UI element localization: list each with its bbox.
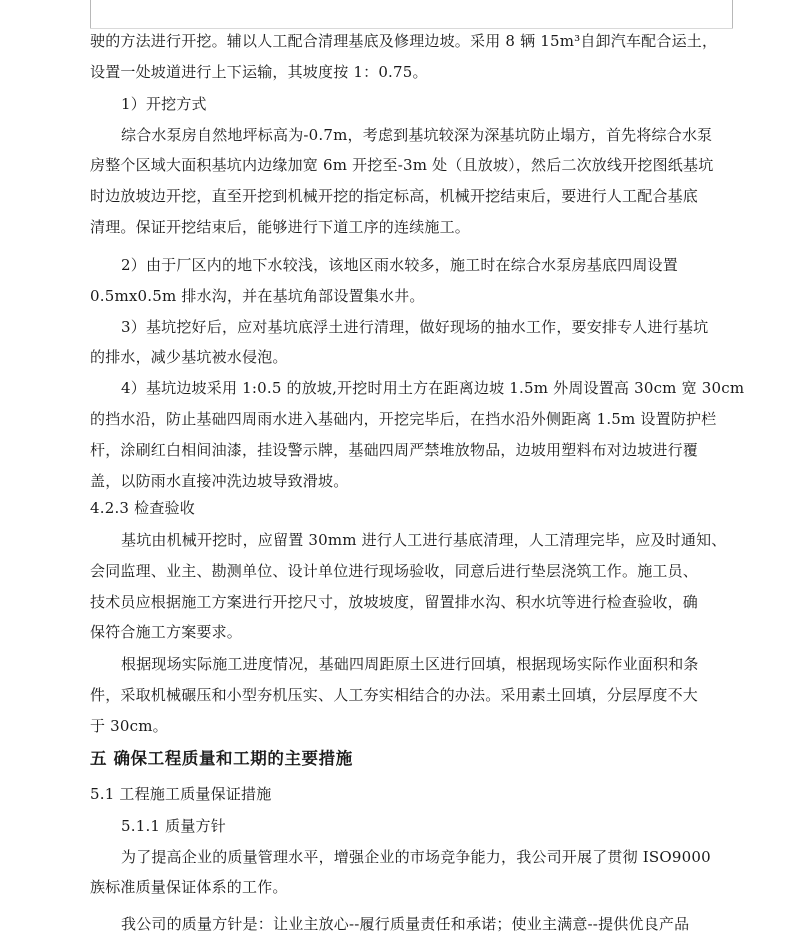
subheading: 1）开挖方式 bbox=[121, 95, 207, 113]
text-line: 清理。保证开挖结束后，能够进行下道工序的连续施工。 bbox=[90, 218, 471, 236]
text-line: 保符合施工方案要求。 bbox=[90, 623, 243, 641]
text-line: 根据现场实际施工进度情况，基础四周距原土区进行回填，根据现场实际作业面积和条 bbox=[121, 655, 699, 673]
text-line: 房整个区域大面积基坑内边缘加宽 6m 开挖至-3m 处（且放坡），然后二次放线开挖图纸基坑 bbox=[90, 156, 714, 174]
text-line: 综合水泵房自然地坪标高为-0.7m，考虑到基坑较深为深基坑防止塌方，首先将综合水泵 bbox=[121, 126, 713, 144]
text-line: 的挡水沿，防止基础四周雨水进入基础内，开挖完毕后，在挡水沿外侧距离 1.5m 设置防护栏 bbox=[90, 410, 717, 428]
text-line: 为了提高企业的质量管理水平，增强企业的市场竞争能力，我公司开展了贯彻 ISO9000 bbox=[121, 848, 711, 866]
text-line: 族标准质量保证体系的工作。 bbox=[90, 878, 288, 896]
text-line: 时边放坡边开挖，直至开挖到机械开挖的指定标高，机械开挖结束后，要进行人工配合基底 bbox=[90, 187, 699, 205]
text-line: 我公司的质量方针是：让业主放心--履行质量责任和承诺；使业主满意--提供优良产品 bbox=[121, 915, 690, 933]
text-line: 2）由于厂区内的地下水较浅，该地区雨水较多，施工时在综合水泵房基底四周设置 bbox=[121, 256, 678, 274]
text-line: 驶的方法进行开挖。辅以人工配合清理基底及修理边坡。采用 8 辆 15m³自卸汽车配合运土， bbox=[90, 32, 718, 50]
text-line: 技术员应根据施工方案进行开挖尺寸，放坡坡度，留置排水沟、积水坑等进行检查验收，确 bbox=[90, 593, 699, 611]
page-margin-marker-left bbox=[90, 0, 91, 28]
text-line: 杆，涂刷红白相间油漆，挂设警示牌，基础四周严禁堆放物品，边坡用塑料布对边坡进行覆 bbox=[90, 441, 699, 459]
page-margin-marker-right bbox=[732, 0, 733, 28]
section-heading: 5.1 工程施工质量保证措施 bbox=[90, 785, 272, 803]
text-line: 基坑由机械开挖时，应留置 30mm 进行人工进行基底清理，人工清理完毕，应及时通知、 bbox=[121, 531, 727, 549]
text-line: 于 30cm。 bbox=[90, 717, 168, 735]
subsection-heading: 5.1.1 质量方针 bbox=[121, 817, 226, 835]
text-line: 件，采取机械碾压和小型夯机压实、人工夯实相结合的办法。采用素土回填，分层厚度不大 bbox=[90, 686, 699, 704]
chapter-heading: 五 确保工程质量和工期的主要措施 bbox=[90, 749, 353, 768]
text-line: 0.5mx0.5m 排水沟，并在基坑角部设置集水井。 bbox=[90, 287, 425, 305]
text-line: 会同监理、业主、勘测单位、设计单位进行现场验收，同意后进行垫层浇筑工作。施工员、 bbox=[90, 562, 699, 580]
text-line: 4）基坑边坡采用 1:0.5 的放坡,开挖时用土方在距离边坡 1.5m 外周设置高 30cm 宽 30cm bbox=[121, 379, 745, 397]
text-line: 的排水，减少基坑被水侵泡。 bbox=[90, 348, 288, 366]
text-line: 3）基坑挖好后，应对基坑底浮土进行清理，做好现场的抽水工作，要安排专人进行基坑 bbox=[121, 318, 709, 336]
section-heading: 4.2.3 检查验收 bbox=[90, 499, 195, 517]
text-line: 盖，以防雨水直接冲洗边坡导致滑坡。 bbox=[90, 472, 349, 490]
page-margin-marker-top bbox=[90, 28, 733, 29]
text-line: 设置一处坡道进行上下运输，其坡度按 1：0.75。 bbox=[90, 63, 428, 81]
